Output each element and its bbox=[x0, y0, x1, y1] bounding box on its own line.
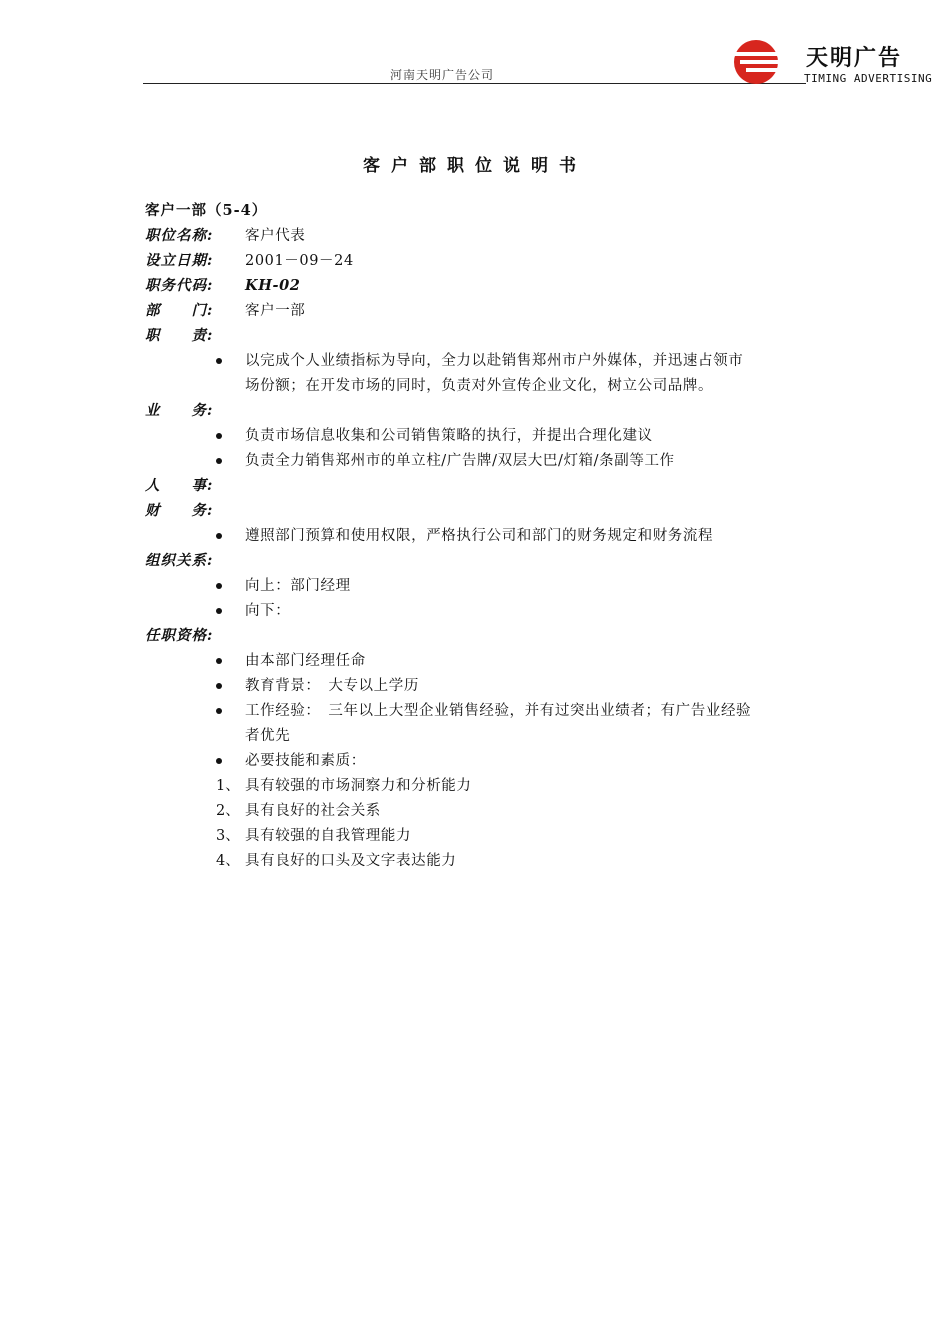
qualification-item: 由本部门经理任命 bbox=[245, 653, 366, 669]
code-label: 职务代码: bbox=[145, 277, 214, 294]
skill-number: 1、 bbox=[216, 778, 240, 794]
bullet-icon bbox=[216, 708, 222, 714]
bullet-icon bbox=[216, 758, 222, 764]
bullet-icon bbox=[216, 433, 222, 439]
finance-item: 遵照部门预算和使用权限，严格执行公司和部门的财务规定和财务流程 bbox=[245, 528, 714, 544]
skill-item: 具有较强的市场洞察力和分析能力 bbox=[245, 778, 472, 794]
company-logo bbox=[730, 36, 933, 88]
page-title: 客户部职位说明书 bbox=[363, 156, 587, 176]
bullet-icon bbox=[216, 358, 222, 364]
duty-item: 以完成个人业绩指标为导向，全力以赴销售郑州市户外媒体，并迅速占领市 bbox=[245, 353, 744, 369]
job-title-value: 客户代表 bbox=[245, 228, 306, 244]
logo-cn-text: 天明广告 bbox=[806, 46, 903, 71]
bullet-icon bbox=[216, 458, 222, 464]
skill-number: 3、 bbox=[216, 828, 240, 844]
date-value: 2001－09－24 bbox=[245, 253, 354, 269]
skill-item: 具有较强的自我管理能力 bbox=[245, 828, 412, 844]
dept-label: 部 门: bbox=[145, 302, 214, 319]
skill-number: 4、 bbox=[216, 853, 240, 869]
business-item: 负责全力销售郑州市的单立柱/广告牌/双层大巴/灯箱/条副等工作 bbox=[245, 453, 675, 469]
hr-label: 人 事: bbox=[145, 477, 214, 494]
qualification-item: 必要技能和素质： bbox=[245, 753, 366, 769]
org-item-up: 向上：部门经理 bbox=[245, 578, 351, 594]
logo-en-text: TIMING ADVERTISING bbox=[804, 72, 933, 85]
date-label: 设立日期: bbox=[145, 252, 214, 269]
qualification-item-cont: 者优先 bbox=[245, 728, 291, 744]
logo-mark-icon bbox=[730, 38, 802, 86]
bullet-icon bbox=[216, 658, 222, 664]
section-heading: 客户一部（5-4） bbox=[145, 202, 268, 219]
bullet-icon bbox=[216, 683, 222, 689]
skill-item: 具有良好的口头及文字表达能力 bbox=[245, 853, 457, 869]
org-label: 组织关系: bbox=[145, 552, 214, 569]
org-item-down: 向下： bbox=[245, 603, 291, 619]
business-item: 负责市场信息收集和公司销售策略的执行，并提出合理化建议 bbox=[245, 428, 653, 444]
qualification-item: 教育背景： 大专以上学历 bbox=[245, 678, 419, 694]
duty-label: 职 责: bbox=[145, 327, 214, 344]
bullet-icon bbox=[216, 533, 222, 539]
header-rule bbox=[143, 83, 806, 84]
header-company: 河南天明广告公司 bbox=[390, 68, 495, 82]
bullet-icon bbox=[216, 608, 222, 614]
skill-item: 具有良好的社会关系 bbox=[245, 803, 381, 819]
dept-value: 客户一部 bbox=[245, 303, 306, 319]
business-label: 业 务: bbox=[145, 402, 214, 419]
qualifications-label: 任职资格: bbox=[145, 627, 214, 644]
qualification-item: 工作经验： 三年以上大型企业销售经验，并有过突出业绩者；有广告业经验 bbox=[245, 703, 752, 719]
code-value: KH-02 bbox=[245, 277, 301, 294]
duty-item-cont: 场份额；在开发市场的同时，负责对外宣传企业文化，树立公司品牌。 bbox=[245, 378, 714, 394]
job-title-label: 职位名称: bbox=[145, 227, 214, 244]
skill-number: 2、 bbox=[216, 803, 240, 819]
finance-label: 财 务: bbox=[145, 502, 214, 519]
bullet-icon bbox=[216, 583, 222, 589]
